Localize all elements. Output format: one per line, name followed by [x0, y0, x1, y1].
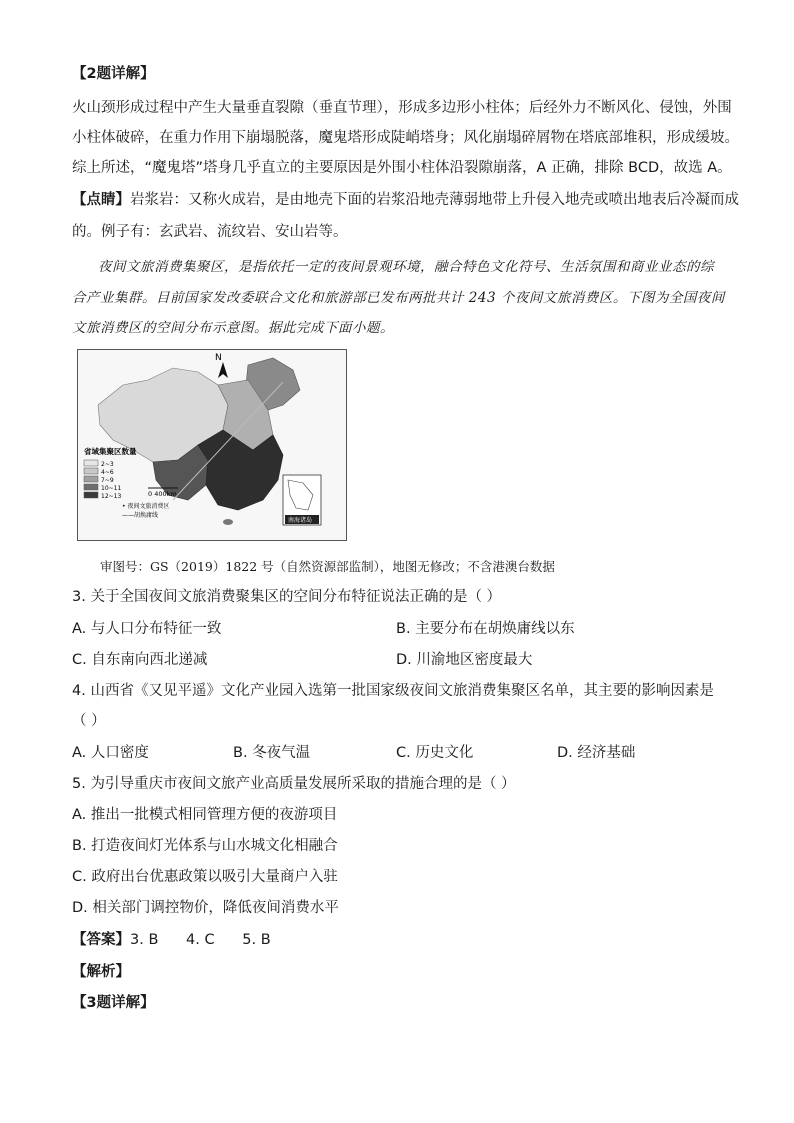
q3-option-b: B. 主要分布在胡焕庸线以东 [396, 621, 575, 637]
q5-option-c: C. 政府出台优惠政策以吸引大量商户入驻 [72, 869, 338, 885]
q4-stem: 4. 山西省《又见平遥》文化产业园入选第一批国家级夜间文旅消费集聚区名单，其主要的影响因素是 [72, 683, 714, 699]
q5-stem: 5. 为引导重庆市夜间文旅产业高质量发展所采取的措施合理的是（ ） [72, 776, 516, 792]
q4-option-d: D. 经济基础 [557, 745, 636, 761]
inset-label: 南海诸岛 [288, 517, 313, 524]
q4-option-b: B. 冬夜气温 [233, 745, 311, 761]
map-caption: 审图号：GS（2019）1822 号（自然资源部监制），地图无修改；不含港澳台数据 [100, 559, 555, 574]
legend-title: 省域集聚区数量 [84, 447, 137, 456]
q3-option-c: C. 自东南向西北递减 [72, 652, 208, 668]
china-map-svg [78, 350, 346, 540]
symbol-consumption-zone: • 夜间文旅消费区 [122, 503, 170, 510]
section2-heading: 【2题详解】 [72, 66, 155, 82]
answer-line [72, 930, 271, 950]
q3-stem: 3. 关于全国夜间文旅消费聚集区的空间分布特征说法正确的是（ ） [72, 589, 502, 605]
analysis-heading: 【解析】 [72, 964, 130, 980]
legend-item-5: 12~13 [101, 493, 122, 500]
q5-option-a: A. 推出一批模式相同管理方便的夜游项目 [72, 807, 338, 823]
legend-swatch-3 [84, 476, 98, 482]
q4-option-a: A. 人口密度 [72, 745, 149, 761]
map-region-east [198, 430, 283, 510]
section2-paragraph-line3: 综上所述，“魔鬼塔”塔身几乎直立的主要原因是外围小柱体沿裂隙崩落，A 正确，排除 BCD，故选 A。 [72, 160, 732, 176]
q4-option-c: C. 历史文化 [396, 745, 474, 761]
legend [84, 460, 121, 500]
q3-option-a: A. 与人口分布特征一致 [72, 621, 222, 637]
symbol-hu-line: ——胡焕庸线 [122, 512, 159, 519]
intro-line1: 夜间文旅消费集聚区，是指依托一定的夜间景观环境，融合特色文化符号、生活氛围和商业业态的综 [98, 259, 714, 275]
legend-item-2: 4~6 [101, 469, 114, 476]
answer-text: 3. B 4. C 5. B [130, 932, 271, 948]
legend-item-3: 7~9 [101, 477, 114, 484]
intro-line2: 合产业集群。目前国家发改委联合文化和旅游部已发布两批共计 243 个夜间文旅消费区。下图为全国夜间 [72, 290, 725, 306]
north-label: N [215, 353, 222, 363]
section2-paragraph-line2: 小柱体破碎，在重力作用下崩塌脱落，魔鬼塔形成陡峭塔身；风化崩塌碎屑物在塔底部堆积，形成缓坡。 [72, 130, 739, 146]
legend-swatch-2 [84, 468, 98, 474]
north-arrow-icon [218, 362, 228, 378]
legend-item-4: 10~11 [101, 485, 122, 492]
map-island-hainan [223, 519, 233, 525]
legend-item-1: 2~3 [101, 461, 114, 468]
tip-label: 【点睛】 [72, 192, 130, 208]
legend-swatch-5 [84, 492, 98, 498]
q4-paren: （ ） [72, 713, 106, 729]
intro-line3: 文旅消费区的空间分布示意图。据此完成下面小题。 [72, 320, 394, 336]
legend-swatch-4 [84, 484, 98, 490]
q3-option-d: D. 川渝地区密度最大 [396, 652, 533, 668]
china-map-figure [77, 349, 347, 541]
answer-label: 【答案】 [72, 932, 130, 948]
scale-label: 0 400km [148, 490, 177, 498]
tip-line2: 的。例子有：玄武岩、流纹岩、安山岩等。 [72, 224, 348, 240]
section2-paragraph-line1: 火山颈形成过程中产生大量垂直裂隙（垂直节理），形成多边形小柱体；后经外力不断风化、侵蚀，外围 [72, 100, 732, 116]
q5-option-d: D. 相关部门调控物价，降低夜间消费水平 [72, 900, 339, 916]
q5-option-b: B. 打造夜间灯光体系与山水城文化相融合 [72, 838, 338, 854]
tip-text: 岩浆岩：又称火成岩，是由地壳下面的岩浆沿地壳薄弱地带上升侵入地壳或喷出地表后冷凝而成 [130, 192, 739, 208]
section3-heading: 【3题详解】 [72, 995, 155, 1011]
legend-swatch-1 [84, 460, 98, 466]
tip-line1 [72, 190, 739, 210]
